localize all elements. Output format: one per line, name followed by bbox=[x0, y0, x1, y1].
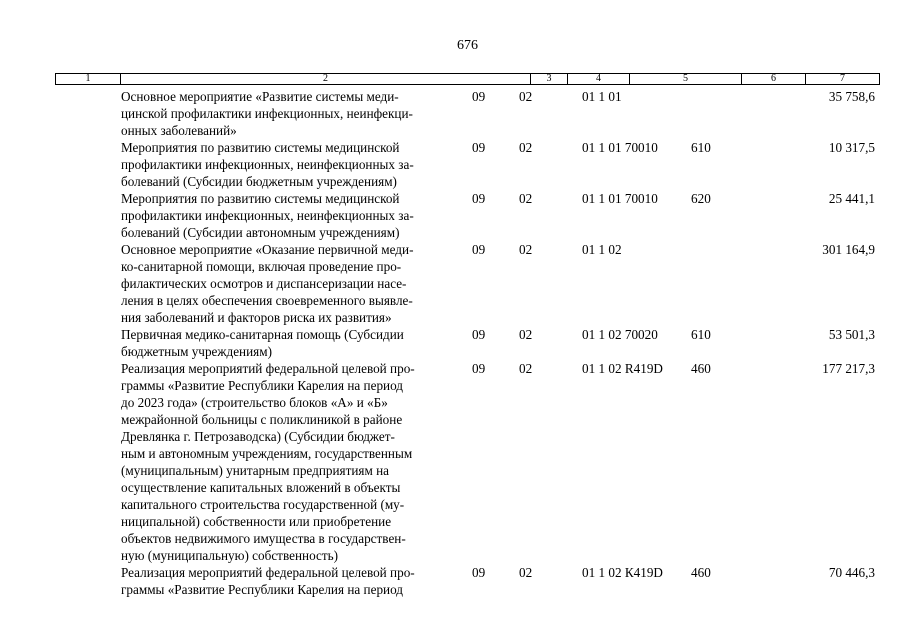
row-description bbox=[121, 564, 461, 598]
target-article-code: 01 1 01 bbox=[582, 89, 622, 104]
description-line: ную (муниципальную) собственность) bbox=[121, 548, 339, 563]
table-row bbox=[0, 564, 905, 598]
subsection-code: 02 bbox=[519, 89, 533, 104]
table-row bbox=[0, 241, 905, 326]
target-article-code: 01 1 02 70020 bbox=[582, 327, 658, 342]
expense-type-code: 460 bbox=[691, 565, 711, 580]
subsection-code: 02 bbox=[519, 140, 533, 155]
description-line: Основное мероприятие «Оказание первичной меди- bbox=[121, 242, 414, 257]
row-description bbox=[121, 241, 461, 326]
amount: 177 217,3 bbox=[822, 361, 875, 376]
table-row bbox=[0, 88, 905, 139]
description-line: граммы «Развитие Республики Карелия на период bbox=[121, 378, 404, 393]
target-article-code: 01 1 02 К419D bbox=[582, 565, 663, 580]
description-line: бюджетным учреждениям) bbox=[121, 344, 272, 359]
expense-type-code: 610 bbox=[691, 140, 711, 155]
section-code: 09 bbox=[472, 361, 486, 376]
section-code: 09 bbox=[472, 565, 486, 580]
header-col-4: 4 bbox=[568, 74, 630, 84]
description-line: Реализация мероприятий федеральной целевой про- bbox=[121, 361, 415, 376]
target-article-code: 01 1 01 70010 bbox=[582, 191, 658, 206]
amount: 70 446,3 bbox=[828, 565, 875, 580]
target-article-code: 01 1 02 R419D bbox=[582, 361, 663, 376]
description-line: (муниципальным) унитарным предприятиям на bbox=[121, 463, 390, 478]
header-col-7: 7 bbox=[840, 73, 845, 84]
row-description bbox=[121, 88, 461, 139]
amount: 301 164,9 bbox=[822, 242, 875, 257]
header-col-6: 6 bbox=[742, 74, 806, 84]
table-row bbox=[0, 326, 905, 360]
description-line: объектов недвижимого имущества в государствен- bbox=[121, 531, 406, 546]
expense-type-code: 620 bbox=[691, 191, 711, 206]
target-article-code: 01 1 02 bbox=[582, 242, 622, 257]
description-line: болеваний (Субсидии бюджетным учреждениям) bbox=[121, 174, 397, 189]
target-article-code: 01 1 01 70010 bbox=[582, 140, 658, 155]
description-line: Древлянка г. Петрозаводска) (Субсидии бюджет- bbox=[121, 429, 395, 444]
description-line: ления в целях обеспечения своевременного выявле- bbox=[121, 293, 413, 308]
table-body bbox=[0, 88, 905, 598]
header-col-3: 3 bbox=[531, 74, 568, 84]
header-col-5: 5 bbox=[630, 74, 742, 84]
description-line: болеваний (Субсидии автономным учреждениям) bbox=[121, 225, 400, 240]
amount: 35 758,6 bbox=[828, 89, 875, 104]
description-line: до 2023 года» (строительство блоков «А» и «Б» bbox=[121, 395, 388, 410]
description-line: ным и автономным учреждениям, государственным bbox=[121, 446, 413, 461]
table-row bbox=[0, 360, 905, 564]
section-code: 09 bbox=[472, 242, 486, 257]
header-col-1: 1 bbox=[56, 74, 121, 84]
description-line: Мероприятия по развитию системы медицинской bbox=[121, 140, 400, 155]
amount: 25 441,1 bbox=[828, 191, 875, 206]
section-code: 09 bbox=[472, 191, 486, 206]
description-line: ко-санитарной помощи, включая проведение про- bbox=[121, 259, 402, 274]
row-description bbox=[121, 139, 461, 190]
subsection-code: 02 bbox=[519, 361, 533, 376]
description-line: ния заболеваний и факторов риска их развития» bbox=[121, 310, 392, 325]
description-line: профилактики инфекционных, неинфекционных за- bbox=[121, 157, 414, 172]
expense-type-code: 460 bbox=[691, 361, 711, 376]
description-line: профилактики инфекционных, неинфекционных за- bbox=[121, 208, 414, 223]
page-number: 676 bbox=[457, 38, 478, 53]
row-description bbox=[121, 326, 461, 360]
subsection-code: 02 bbox=[519, 565, 533, 580]
subsection-code: 02 bbox=[519, 191, 533, 206]
expense-type-code: 610 bbox=[691, 327, 711, 342]
description-line: филактических осмотров и диспансеризации насе- bbox=[121, 276, 407, 291]
row-description bbox=[121, 360, 461, 564]
amount: 53 501,3 bbox=[828, 327, 875, 342]
section-code: 09 bbox=[472, 140, 486, 155]
row-description bbox=[121, 190, 461, 241]
table-row bbox=[0, 139, 905, 190]
description-line: капитального строительства государственной (му- bbox=[121, 497, 405, 512]
description-line: Реализация мероприятий федеральной целевой про- bbox=[121, 565, 415, 580]
section-code: 09 bbox=[472, 327, 486, 342]
header-col-2: 2 bbox=[121, 74, 531, 84]
description-line: цинской профилактики инфекционных, неинфекци- bbox=[121, 106, 413, 121]
description-line: межрайонной больницы с поликлиникой в районе bbox=[121, 412, 403, 427]
description-line: граммы «Развитие Республики Карелия на период bbox=[121, 582, 404, 597]
description-line: Основное мероприятие «Развитие системы меди- bbox=[121, 89, 399, 104]
subsection-code: 02 bbox=[519, 242, 533, 257]
section-code: 09 bbox=[472, 89, 486, 104]
description-line: осуществление капитальных вложений в объекты bbox=[121, 480, 401, 495]
description-line: Мероприятия по развитию системы медицинской bbox=[121, 191, 400, 206]
description-line: онных заболеваний» bbox=[121, 123, 237, 138]
subsection-code: 02 bbox=[519, 327, 533, 342]
amount: 10 317,5 bbox=[828, 140, 875, 155]
table-row bbox=[0, 190, 905, 241]
table-header bbox=[55, 73, 880, 85]
description-line: Первичная медико-санитарная помощь (Субсидии bbox=[121, 327, 404, 342]
description-line: ниципальной) собственности или приобретение bbox=[121, 514, 392, 529]
